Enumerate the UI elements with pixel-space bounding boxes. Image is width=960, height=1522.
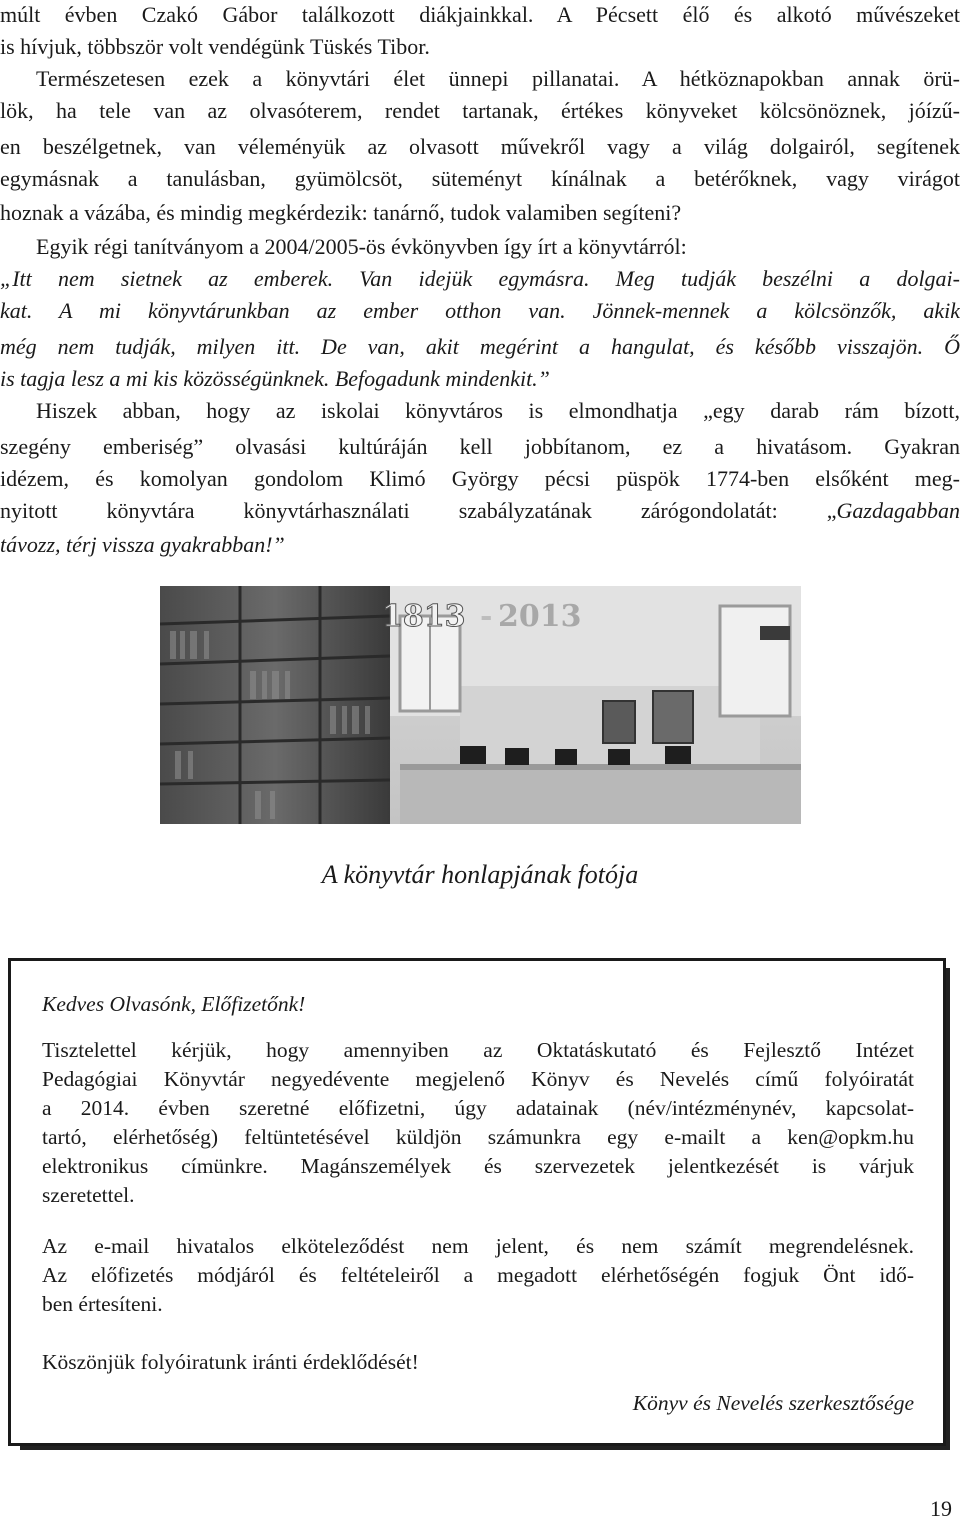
- notice-line: ben értesíteni.: [42, 1292, 163, 1316]
- body-line: [0, 500, 960, 522]
- notice-line: Tisztelettel kérjük, hogy amennyiben az Oktatáskutató és Fejlesztő Intézet: [42, 1038, 914, 1062]
- body-line: szegény emberiség” olvasási kultúráján kell jobbítanom, ez a hivatásom. Gyakran: [0, 434, 960, 459]
- quote-line: még nem tudják, milyen itt. De van, akit megérint a hangulat, és később visszajön. Ő: [0, 334, 960, 359]
- photo-caption: A könyvtár honlapjának fotója: [321, 860, 639, 889]
- notice-line: elektronikus címünkre. Magánszemélyek és szervezetek jelentkezését is várjuk: [42, 1154, 914, 1178]
- quote-line: kat. A mi könyvtárunkban az ember otthon van. Jönnek-mennek a kölcsönzők, akik: [0, 298, 960, 323]
- notice-line: Az előfizetés módjáról és feltételeiről a megadott elérhetőségén fogjuk Önt idő-: [42, 1263, 914, 1287]
- quote-line: távozz, térj vissza gyakrabban!”: [0, 532, 285, 557]
- notice-thanks: Köszönjük folyóiratunk iránti érdeklődését!: [42, 1350, 419, 1374]
- body-line: is hívjuk, többször volt vendégünk Tüskés Tibor.: [0, 34, 430, 59]
- body-line: Egyik régi tanítványom a 2004/2005-ös évkönyvben így írt a könyvtárról:: [36, 234, 687, 259]
- body-line: Hiszek abban, hogy az iskolai könyvtáros is elmondhatja „egy darab rám bízott,: [36, 398, 960, 423]
- body-line: egymásnak a tanulásban, gyümölcsöt, süteményt kínálnak a betérőknek, vagy virágot: [0, 166, 960, 191]
- body-line: hoznak a vázába, és mindig megkérdezik: tanárnő, tudok valamiben segíteni?: [0, 200, 682, 225]
- body-line: múlt évben Czakó Gábor találkozott diákjainkkal. A Pécsett élő és alkotó művészeket: [0, 2, 960, 27]
- quote-line: is tagja lesz a mi kis közösségünknek. Befogadunk mindenkit.”: [0, 366, 550, 391]
- library-photo: [160, 586, 801, 824]
- year-left: 1813: [382, 599, 466, 634]
- notice-line: szeretettel.: [42, 1183, 135, 1207]
- notice-greeting: Kedves Olvasónk, Előfizetőnk!: [42, 992, 306, 1016]
- library-photo-image: [160, 586, 801, 824]
- notice-line: Az e-mail hivatalos elköteleződést nem jelent, és nem számít megrendelésnek.: [42, 1234, 914, 1258]
- body-line: Természetesen ezek a könyvtári élet ünnepi pillanatai. A hétköznapokban annak örü-: [36, 66, 960, 91]
- notice-line: tartó, elérhetőség) feltüntetésével küldjön számunkra egy e-mailt a ken@opkm.hu: [42, 1125, 914, 1149]
- body-line: en beszélgetnek, van véleményük az olvasott művekről vagy a világ dolgairól, segítenek: [0, 134, 960, 159]
- body-line: lök, ha tele van az olvasóterem, rendet tartanak, értékes könyveket kölcsönöznek, jóízű-: [0, 98, 960, 123]
- year-dash: -: [480, 599, 493, 634]
- year-right: 2013: [498, 599, 582, 634]
- body-line-text: nyitott könyvtára könyvtárhasználati szabályzatának zárógondolatát: „: [0, 498, 837, 523]
- body-line-italic: Gazdagabban: [836, 498, 960, 523]
- body-line: idézem, és komolyan gondolom Klimó György pécsi püspök 1774-ben elsőként meg-: [0, 466, 960, 491]
- notice-signature: Könyv és Nevelés szerkesztősége: [632, 1391, 914, 1415]
- notice-line: a 2014. évben szeretné előfizetni, úgy adatainak (név/intézménynév, kapcsolat-: [42, 1096, 914, 1120]
- quote-line: „Itt nem sietnek az emberek. Van idejük egymásra. Meg tudják beszélni a dolgai-: [0, 266, 960, 291]
- page-number: 19: [930, 1496, 952, 1521]
- notice-line: Pedagógiai Könyvtár negyedévente megjelenő Könyv és Nevelés című folyóiratát: [42, 1067, 914, 1091]
